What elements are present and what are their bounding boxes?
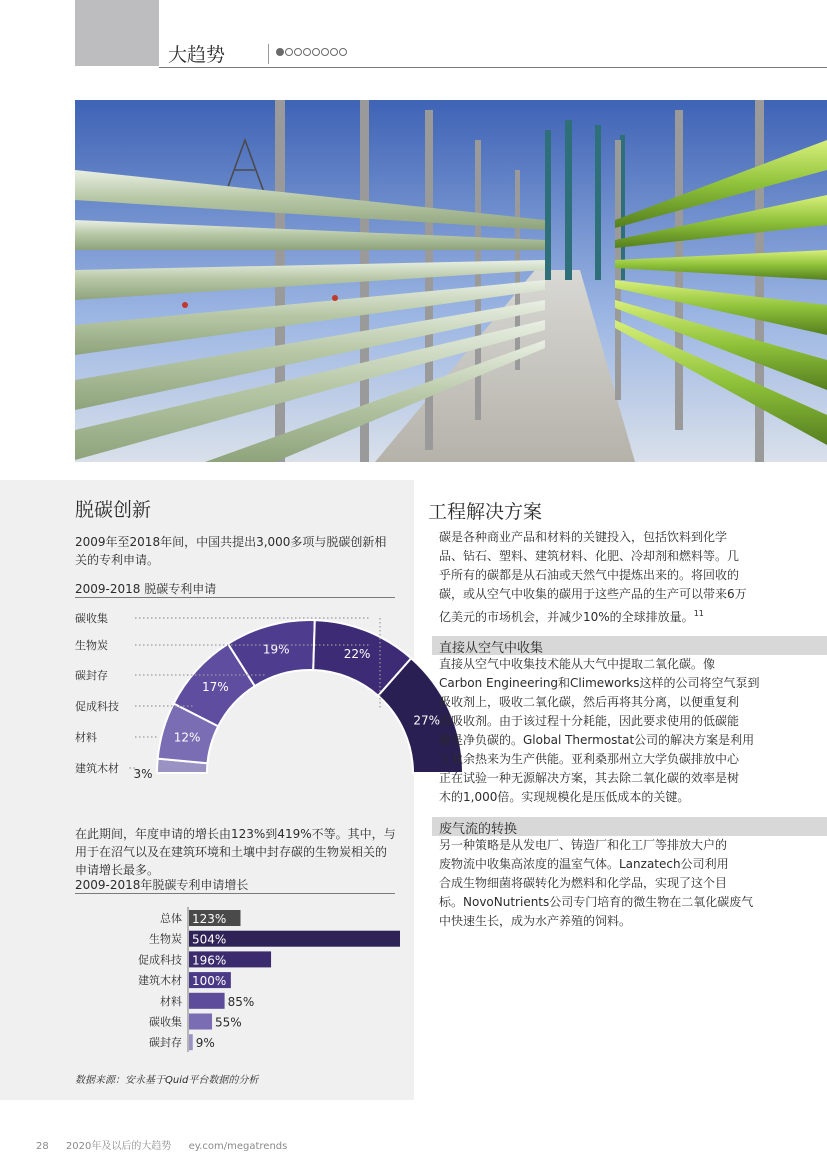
page-dot: [330, 48, 338, 56]
donut-slice-label: 3%: [133, 767, 153, 781]
footer-link[interactable]: ey.com/megatrends: [188, 1141, 288, 1152]
bar-category-label: 促成科技: [138, 953, 182, 967]
main-intro-line: 碳是各种商业产品和材料的关键投入，包括饮料到化学: [439, 530, 728, 544]
page-dot: [321, 48, 329, 56]
section2-body: [439, 836, 779, 931]
bar-chart: [75, 905, 405, 1055]
subheading-label: 废气流的转换: [439, 822, 518, 837]
section2-line: 另一种策略是从发电厂、铸造厂和化工厂等排放大户的: [439, 838, 728, 852]
header-rule: [159, 67, 827, 68]
page-number: 28: [36, 1141, 49, 1152]
donut-slice-label: 19%: [262, 642, 290, 657]
section1-line: 用吸收剂。由于该过程十分耗能，因此要求使用的低碳能: [439, 714, 740, 728]
donut-category-label: 碳收集: [75, 612, 108, 625]
donut-slice-label: 22%: [343, 646, 371, 661]
heading-rule: [75, 597, 395, 598]
bar: [189, 1014, 212, 1030]
main-intro-line: [439, 604, 779, 627]
donut-category-label: 碳封存: [75, 669, 108, 682]
bar-value-label: 100%: [192, 974, 227, 989]
page-dot: [294, 48, 302, 56]
bar-value-label: 123%: [192, 912, 227, 926]
bar-value-label: 504%: [192, 932, 227, 947]
donut-chart-heading: 2009-2018 脱碳专利申请: [75, 582, 217, 596]
section2-line: 标。NovoNutrients公司专门培育的微生物在二氧化碳废气: [439, 895, 754, 909]
section1-line: 直接从空气中收集技术能从大气中提取二氧化碳。像: [439, 657, 716, 671]
section1-body: [439, 655, 779, 807]
donut-slice-label: 12%: [173, 730, 201, 745]
bar: [189, 993, 225, 1009]
main-intro-line: 碳，或从空气中收集的碳用于这些产品的生产可以带来6万: [439, 587, 747, 601]
bar-chart-heading: 2009-2018年脱碳专利申请增长: [75, 878, 249, 892]
section1-line: Carbon Engineering和Climeworks这样的公司将空气泵到: [439, 676, 760, 690]
section1-line: 正在试验一种无源解决方案，其去除二氧化碳的效率是树: [439, 771, 740, 785]
hero-image: [75, 100, 827, 462]
bar-category-label: 碳收集: [149, 1015, 182, 1029]
section1-line: 源是净负碳的。Global Thermostat公司的解决方案是利用: [439, 733, 755, 747]
bar-value-label: 196%: [192, 953, 227, 968]
donut-slice-label: 27%: [413, 713, 440, 728]
section1-line: 工业余热来为生产供能。亚利桑那州立大学负碳排放中心: [439, 752, 740, 766]
bar-value-label: 55%: [215, 1015, 242, 1030]
bar-category-label: 碳封存: [149, 1036, 182, 1050]
main-title: 工程解决方案: [428, 501, 543, 523]
page-dot: [312, 48, 320, 56]
main-intro-line: 乎所有的碳都是从石油或天然气中提炼出来的。将回收的: [439, 568, 740, 582]
page-dot: [339, 48, 347, 56]
bar-value-label: 85%: [227, 994, 255, 1009]
page-dot: [276, 48, 284, 56]
subheading-direct-air-capture: [432, 636, 827, 655]
sidebar-intro-line: 2009年至2018年间，中国共提出3,000多项与脱碳创新相: [75, 535, 387, 549]
heading-rule: [75, 893, 395, 894]
subheading-label: 直接从空气中收集: [439, 641, 544, 656]
bar-category-label: 总体: [160, 912, 182, 925]
section2-line: 中快速生长，成为水产养殖的饲料。: [439, 914, 632, 928]
header-color-block: [75, 0, 159, 66]
bar-value-label: 9%: [195, 1036, 215, 1051]
section2-line: 合成生物细菌将碳转化为燃料和化学品，实现了这个目: [439, 876, 728, 890]
publication-name: 2020年及以后的大趋势: [65, 1141, 172, 1152]
bar-category-label: 材料: [160, 994, 182, 1008]
subheading-waste-stream: [432, 817, 827, 836]
donut-category-label: 材料: [75, 731, 97, 744]
donut-category-label: 促成科技: [75, 700, 119, 713]
bar-category-label: 建筑木材: [138, 974, 182, 988]
growth-text-line: 在此期间，年度申请的增长由123%到419%不等。其中，与: [75, 827, 396, 841]
sidebar-title: 脱碳创新: [75, 499, 152, 521]
section1-line: 木的1,000倍。实现规模化是压低成本的关键。: [439, 790, 690, 804]
section2-line: 废物流中收集高浓度的温室气体。Lanzatech公司利用: [439, 857, 729, 871]
sidebar-intro-line: 关的专利申请。: [75, 553, 160, 567]
bar-category-label: 生物炭: [149, 932, 182, 946]
source-note: 数据来源：安永基于Quid平台数据的分析: [75, 1075, 259, 1086]
main-intro-line-text: 亿美元的市场机会，并减少10%的全球排放量。: [439, 610, 694, 624]
section1-line: 吸收剂上，吸收二氧化碳，然后再将其分离，以便重复利: [439, 695, 740, 709]
main-intro: [439, 528, 779, 627]
bar: [189, 1034, 193, 1050]
growth-text-line: 用于在沼气以及在建筑环境和土壤中封存碳的生物炭相关的: [75, 845, 388, 859]
sidebar-growth-text: [75, 825, 405, 879]
donut-category-label: 建筑木材: [75, 762, 119, 775]
page-dot: [285, 48, 293, 56]
footnote-ref: 11: [693, 609, 704, 618]
sidebar-intro: [75, 533, 405, 569]
photo-bioreactor-tubes-icon: [75, 100, 827, 462]
section-title: 大趋势: [168, 44, 226, 66]
footer: [36, 1137, 301, 1152]
page-dot: [303, 48, 311, 56]
donut-chart: [70, 605, 440, 781]
growth-text-line: 申请增长最多。: [75, 863, 160, 877]
main-intro-line: 品、钻石、塑料、建筑材料、化肥、冷却剂和燃料等。几: [439, 549, 740, 563]
donut-slice-label: 17%: [201, 679, 229, 694]
page-indicator: [276, 48, 347, 56]
donut-category-label: 生物炭: [75, 639, 108, 652]
header-divider: [268, 44, 269, 64]
